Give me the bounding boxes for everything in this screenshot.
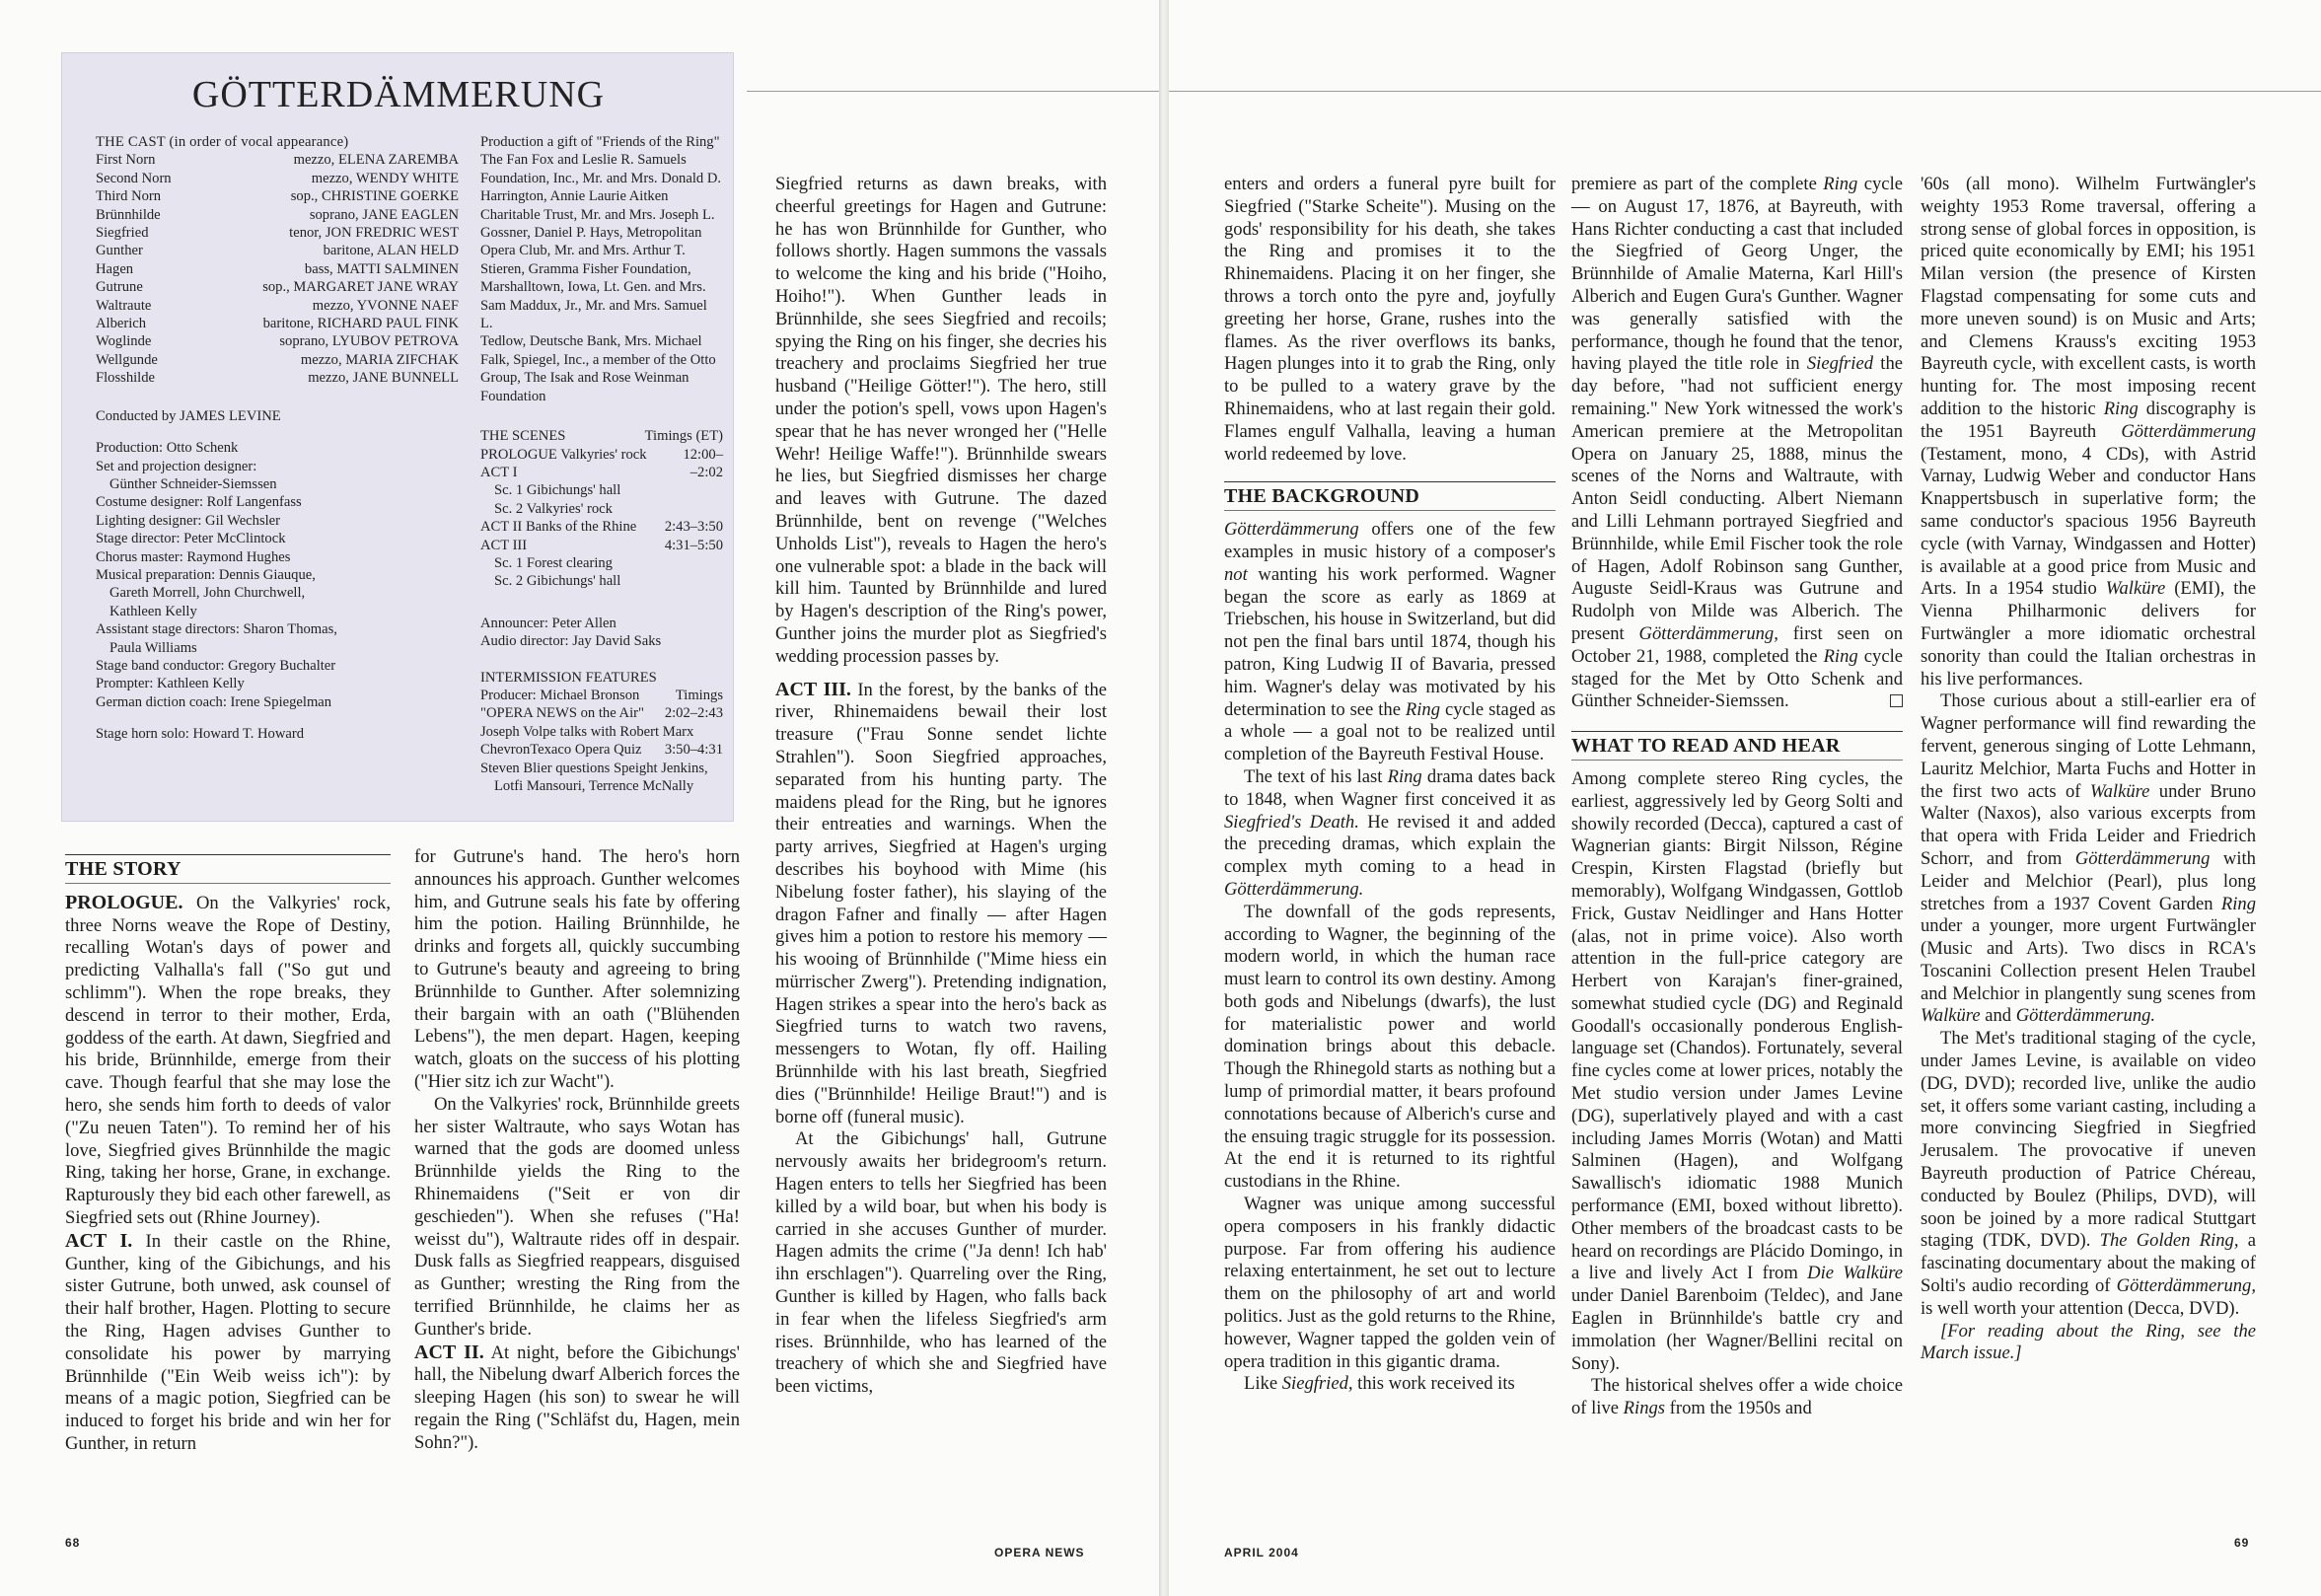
announcer: Announcer: Peter Allen: [480, 615, 617, 631]
work-title: Ring: [2103, 398, 2139, 419]
cast-row: [96, 351, 459, 369]
intermission-row: [480, 723, 723, 741]
production-column: [480, 133, 723, 795]
cast-role: Wellgunde: [96, 351, 158, 368]
scene-row: [480, 446, 723, 464]
text: the day before, "had not sufficient energy remaining." New York witnessed the work's American premiere at the Metropolitan Opera on January 25, 1888, minus the scenes of the Norns and Waltraute, with Anton Seidl conducting. Albert Niemann and Lilli Lehmann portrayed Siegfried and Brünnhilde, while Emil Fischer took the role of Hagen, Adolf Robinson sang Gunther, Auguste Seidl-Kraus was Gutrune and Rudolph von Milde was Alberich. The present: [1571, 353, 1903, 644]
credit-line: Paula Williams: [109, 639, 197, 656]
prologue-text: On the Valkyries' rock, three Norns weave the Rope of Destiny, recalling Wotan's days of power and predicting Valhalla's fall ("So gut und schlimm"). When the rope breaks, they descend in terror to their mother, Erda, goddess of the earth. At dawn, Siegfried and his bride, Brünnhilde, emerge from their cave. Though fearful that she may lose the hero, she sends him forth to deeds of valor ("Zu neuen Taten"). To remind her of his love, Siegfried gives Brünnhilde the magic Ring, taking her horse, Grane, in exchange. Rapturously they bid each other farewell, as Siegfried sets out (Rhine Journey).: [65, 892, 391, 1228]
cast-row: [96, 206, 459, 224]
work-title: Ring: [1823, 645, 1858, 667]
cast-singer: sop., CHRISTINE GOERKE: [290, 188, 459, 205]
intermission-time: 3:50–4:31: [664, 742, 723, 759]
act2-continued: Siegfried returns as dawn breaks, with cheerful greetings for Hagen and Gutrune: he has won Brünnhilde for Gunther, who follows shortly. Hagen summons the vassals to welcome the king and his bride ("Hoiho, Hoiho!"). When Gunther leads in Brünnhilde, she sees Siegfried and recoils; spying the Ring on his finger, she decries his treachery and proclaims Siegfried her true husband ("Heilige Götter!"). The hero, still under the potion's spell, vows upon Hagen's spear that he has never wronged her ("Helle Wehr! Heilige Waffe!"). Brünnhilde swears he lies, but Siegfried dismisses her charge and leaves with Gutrune. The dazed Brünnhilde, bent on revenge ("Welches Unholds List"), reveals to Hagen the hero's one vulnerable spot: a blade in the back will kill him. Taunted by Brünnhilde and lured by Hagen's description of the Ring's power, Gunther joins the murder plot as Siegfried's wedding procession passes by.: [775, 174, 1107, 667]
intermission-time: Timings: [675, 687, 723, 703]
credits-list: [96, 439, 459, 711]
earlier-era-paragraph: [1921, 690, 2256, 1028]
cast-box: [61, 52, 734, 822]
scene-label: ACT II Banks of the Rhine: [480, 519, 637, 536]
cast-list: [96, 151, 459, 387]
scene-row: [480, 554, 723, 572]
cast-role: Alberich: [96, 316, 147, 332]
scene-label: PROLOGUE Valkyries' rock: [480, 446, 647, 463]
bg-text: offers one of the few examples in music history of a composer's: [1224, 519, 1556, 562]
credit-line: German diction coach: Irene Spiegelman: [96, 693, 332, 710]
prologue-paragraph: [65, 892, 391, 1230]
scene-row: [480, 572, 723, 590]
scene-label: Sc. 2 Gibichungs' hall: [494, 573, 621, 590]
work-title: Götterdämmerung.: [1224, 878, 1364, 900]
text: is well worth your attention (Decca, DVD).: [1921, 1297, 2240, 1319]
background-p4: Wagner was unique among successful opera composers in his frankly didactic purpose. Far from offering his audience relaxing entertainment, he set out to lecture them on the philosophy of art and world politics. Just as the gold returns to the Rhine, however, Wagner tapped the golden vein of opera tradition in this gigantic drama.: [1224, 1194, 1556, 1372]
cast-singer: baritone, ALAN HELD: [323, 243, 459, 259]
opera-title: GÖTTERDÄMMERUNG: [191, 74, 606, 115]
text: (Testament, mono, 4 CDs), with Astrid Varnay, Ludwig Weber and conductor Hans Knappertsbusch in superlative form; the same conductor's spacious 1956 Bayreuth cycle (with Varnay, Windgassen and Hotter) is available at a good price from Music and Arts. In a 1954 studio: [1921, 443, 2256, 600]
scenes-heading: THE SCENES: [480, 428, 566, 445]
scene-label: ACT III: [480, 537, 528, 553]
story-heading: THE STORY: [65, 854, 391, 884]
bg-text: this work received its: [1352, 1373, 1515, 1395]
act2-text: At night, before the Gibichungs' hall, the Nibelung dwarf Alberich forces the sleeping Hagen (his son) to swear he will regain the Ring ("Schläfst du, Hagen, mein Sohn?").: [414, 1342, 740, 1453]
text: Among complete stereo Ring cycles, the earliest, aggressively led by Georg Solti and showily recorded (Decca), captured a cast of Wagnerian giants: Birgit Nilsson, Régine Crespin, Kirsten Flagstad (briefly but memorably), Wolfgang Windgassen, Gottlob Frick, Gustav Neidlinger and Hans Hotter (alas, not in prime voice). Also worth attention in the full-price category are Herbert von Karajan's finer-grained, somewhat studied cycle (DG) and Reginald Goodall's occasionally ponderous English-language set (Chandos). Fortunately, several fine cycles come at lower prices, notably the Met studio version under James Levine (DG), superlatively played and with a cast including James Morris (Wotan) and Matti Salminen (Hagen), and Wolfgang Sawallisch's idiomatic 1988 Munich performance (EMI, boxed without libretto). Other members of the broadcast casts to be heard on recordings are Plácido Domingo, in a live and lively Act I from: [1571, 767, 1903, 1284]
bg-text: He revised it and added the preceding dramas, which explain the complex myth coming to a head in: [1224, 811, 1556, 878]
scene-row: [480, 464, 723, 481]
gift-line: The Fan Fox and Leslie R. Samuels: [480, 152, 687, 169]
bg-text: The text of his last: [1244, 765, 1388, 787]
production-gift: [480, 133, 723, 405]
gift-line: Opera Club, Mr. and Mrs. Arthur T.: [480, 243, 686, 259]
cast-row: [96, 151, 459, 169]
scene-row: [480, 481, 723, 499]
act1-waltraute: On the Valkyries' rock, Brünnhilde greets her sister Waltraute, who says Wotan has warned that the gods are doomed unless Brünnhilde yields the Ring to the Rhinemaidens ("Seit er von dir geschieden"). When she refuses ("Ha! weisst du"), Waltraute rides off in despair. Dusk falls as Siegfried reappears, disguised as Gunther; wresting the Ring from the terrified Brünnhilde, he claims her as Gunther's bride.: [414, 1093, 740, 1340]
bg-text: Like: [1244, 1373, 1282, 1395]
gift-line: Stieren, Gramma Fisher Foundation,: [480, 260, 691, 277]
intermission-row: [480, 741, 723, 759]
bg-text: cycle staged as a whole — a goal not to be realized until completion of the Bayreuth Festival House.: [1224, 698, 1556, 765]
cast-row: [96, 369, 459, 387]
timings-heading: Timings (ET): [644, 428, 723, 445]
credit-line: Musical preparation: Dennis Giauque,: [96, 566, 316, 583]
read-hear-heading: WHAT TO READ AND HEAR: [1571, 731, 1903, 761]
page-gutter: [1159, 0, 1169, 1596]
background-heading: THE BACKGROUND: [1224, 481, 1556, 511]
act2-title: ACT II.: [414, 1341, 484, 1363]
cast-row: [96, 224, 459, 242]
cast-role: Flosshilde: [96, 370, 156, 387]
intermission-row: [480, 777, 723, 795]
read-p2: [1571, 1375, 1903, 1420]
bg-text: wanting his work performed. Wagner began the score as early as 1869 at Triebschen, his house in Switzerland, but did not pen the final bars until 1874, though his patron, King Ludwig II of Bavaria, pressed him. Wagner's delay was motivated by his determination to see the: [1224, 563, 1556, 720]
page-number-right: 69: [2234, 1536, 2250, 1550]
text: first seen on October 21, 1988, completed the: [1571, 622, 1904, 667]
work-title: Götterdämmerung: [2121, 420, 2256, 442]
text: under Bruno Walter (Naxos), also various excerpts from that opera with Frida Leider and Friedrich Schorr, and from: [1921, 780, 2256, 869]
text: '60s (all mono). Wilhelm Furtwängler's weighty 1953 Rome traversal, offering a strong sense of global forces in opposition, is priced quite economically by EMI; his 1951 Milan version (the presence of Kirsten Flagstad compensating for some cuts and more uneven sound) is on Music and Arts; and Clemens Krauss's exciting 1953 Bayreuth cycle, with excellent casts, is worth hunting for. The most imposing recent addition to the historic: [1921, 174, 2256, 419]
cast-singer: tenor, JON FREDRIC WEST: [289, 225, 459, 242]
cast-singer: sop., MARGARET JANE WRAY: [262, 279, 459, 296]
work-title: Götterdämmerung,: [1638, 622, 1778, 644]
scene-row: [480, 518, 723, 536]
cast-role: First Norn: [96, 152, 156, 169]
intermission-row: [480, 687, 723, 704]
gift-line: Sam Maddux, Jr., Mr. and Mrs. Samuel L.: [480, 297, 707, 332]
gift-line: Production a gift of "Friends of the Ring": [480, 134, 720, 150]
story-column-1: [65, 848, 391, 1456]
reading-note-text: [For reading about the Ring, see the March issue.]: [1921, 1320, 2256, 1364]
intermission-label: ChevronTexaco Opera Quiz: [480, 742, 642, 759]
work-title: Siegfried,: [1281, 1373, 1353, 1395]
intermission-heading: INTERMISSION FEATURES: [480, 669, 657, 686]
text: and: [1980, 1005, 2016, 1027]
historic-paragraph: [1921, 174, 2256, 690]
credit-line: Costume designer: Rolf Langenfass: [96, 494, 302, 511]
story-column-2: [414, 846, 740, 1455]
credit-line: Stage band conductor: Gregory Buchalter: [96, 657, 336, 674]
video-paragraph: [1921, 1028, 2256, 1320]
cast-row: [96, 297, 459, 315]
top-rule-right: [1169, 91, 2321, 92]
act3-continued: At the Gibichungs' hall, Gutrune nervously awaits her bridegroom's return. Hagen enters to tells her Siegfried has been killed by a wild boar, but when his body is carried in she accuses Gunther of murder. Hagen admits the crime ("Ja denn! Ich hab' ihn erschlagen"). Quarreling over the Ring, Gunther is killed by Hagen, who falls back in fear when the lifeless Siegfried's arm rises. Brünnhilde, who has learned of the treachery of which she and Siegfried have been victims,: [775, 1128, 1107, 1398]
background-p1: [1224, 519, 1556, 766]
cast-row: [96, 260, 459, 278]
reading-note: [1921, 1321, 2256, 1366]
end-mark-icon: [1890, 694, 1903, 707]
cast-singer: bass, MATTI SALMINEN: [304, 260, 459, 277]
work-title: Siegfried: [1806, 353, 1873, 375]
credit-line: Stage director: Peter McClintock: [96, 531, 286, 547]
cast-column: [96, 133, 459, 744]
page-number-left: 68: [65, 1536, 81, 1550]
gift-line: Foundation, Inc., Mr. and Mrs. Donald D.: [480, 170, 722, 186]
cast-singer: mezzo, JANE BUNNELL: [308, 370, 459, 387]
work-title: Ring: [1387, 765, 1422, 787]
cast-singer: mezzo, YVONNE NAEF: [312, 297, 459, 314]
cast-role: Brünnhilde: [96, 206, 161, 223]
credit-line: Kathleen Kelly: [109, 603, 197, 619]
cast-singer: soprano, LYUBOV PETROVA: [279, 333, 459, 350]
credit-line: Set and projection designer:: [96, 458, 257, 474]
intermission-label: Joseph Volpe talks with Robert Marx: [480, 723, 694, 740]
intermission-time: 2:02–2:43: [664, 705, 723, 722]
text: premiere as part of the complete: [1571, 174, 1824, 194]
text: discography is the 1951 Bayreuth: [1921, 398, 2256, 442]
text: (EMI), the Vienna Philharmonic delivers for Furtwängler a more idiomatic orchestral sonority than could the Italian orchestras in his live performances.: [1921, 578, 2256, 689]
audio-director: Audio director: Jay David Saks: [480, 633, 662, 650]
right-column-3: [1921, 174, 2256, 1365]
work-title: Ring: [1823, 174, 1858, 194]
text: The Met's traditional staging of the cycle, under James Levine, is available on video (DG, DVD); recorded live, unlike the audio set, it offers some variant casting, including a more convincing Siegfried in Siegfried Jerusalem. The provocative if uneven Bayreuth production of Patrice Chéreau, conducted by Boulez (Philips, DVD), will soon be joined by a more radical Stuttgart staging (TDK, DVD).: [1921, 1028, 2256, 1252]
right-page: [1169, 0, 2321, 1596]
credit-line: Chorus master: Raymond Hughes: [96, 548, 291, 565]
act3-paragraph: [775, 679, 1107, 1129]
scene-time: 12:00–: [683, 446, 723, 463]
cast-singer: baritone, RICHARD PAUL FINK: [262, 316, 459, 332]
scene-label: ACT I: [480, 464, 518, 480]
intermission-label: Steven Blier questions Speight Jenkins,: [480, 760, 708, 776]
gift-line: Harrington, Annie Laurie Aitken: [480, 188, 669, 205]
intermission-list: [480, 687, 723, 795]
act1-continued: for Gutrune's hand. The hero's horn announces his approach. Gunther welcomes him, and Gutrune seals his fate by offering him the potion. Hailing Brünnhilde, he drinks and forgets all, quickly succumbing to Gutrune's beauty and agreeing to bring Brünnhilde to Gunther. After solemnizing their bargain with an oath ("Blühenden Lebens"), the men depart. Hagen, keeping watch, gloats on the success of his plotting ("Hier sitz ich zur Wacht").: [414, 846, 740, 1092]
act1-text: In their castle on the Rhine, Gunther, king of the Gibichungs, and his sister Gutrune, both unwed, ask counsel of their half brother, Hagen. Plotting to secure the Ring, Hagen advises Gunther to consolidate his power by marrying Brünnhilde ("Ein Weib weiss ich"): by means of a magic potion, Siegfried can be induced to forget his bride and win her for Gunther, in return: [65, 1230, 391, 1454]
premiere-paragraph: [1571, 174, 1903, 713]
work-title: Rings: [1623, 1398, 1666, 1419]
magazine-name: OPERA NEWS: [994, 1546, 1085, 1560]
work-title: Siegfried's Death.: [1224, 811, 1359, 833]
act2-paragraph: [414, 1342, 740, 1455]
act3-text: In the forest, by the banks of the river, Rhinemaidens bewail their lost treasure ("Frau Sonne sendet lichte Strahlen"). Soon Siegfried approaches, separated from his hunting party. The maidens plead for the Ring, but he ignores their entreaties and warnings. When the party arrives, Siegfried at Hagen's urging describes his boyhood with Mime (his Nibelung foster father), his slaying of the dragon Fafner and finally — after Hagen gives him a potion to restore his memory — his wooing of Brünnhilde ("Mime hiess ein mürrischer Zwerg"). Pretending indignation, Hagen strikes a spear into the hero's back as Siegfried turns to watch two ravens, messengers to Wotan, fly off. Hailing Brünnhilde with his last breath, Siegfried dies ("Brünnhilde! Heilige Braut!") and is borne off (funeral music).: [775, 679, 1107, 1127]
intermission-row: [480, 760, 723, 777]
intermission-row: [480, 704, 723, 722]
story-column-3: [775, 174, 1107, 1399]
act3-title: ACT III.: [775, 678, 851, 700]
top-rule: [747, 91, 1159, 92]
work-title: The Golden Ring,: [2099, 1230, 2239, 1252]
gift-line: Marshalltown, Iowa, Lt. Gen. and Mrs.: [480, 279, 706, 296]
text: cycle — on August 17, 1876, at Bayreuth, with Hans Richter conducting a cast that included the Siegfried of Georg Unger, the Brünnhilde of Amalie Materna, Karl Hill's Alberich and Eugen Gura's Gunther. Wagner was generally satisfied with the performance, though he found that the tenor, having played the title role in: [1571, 174, 1903, 375]
work-title: Götterdämmerung: [1224, 519, 1359, 541]
scene-label: Sc. 1 Gibichungs' hall: [494, 482, 621, 499]
act1-title: ACT I.: [65, 1229, 133, 1252]
cast-singer: mezzo, MARIA ZIFCHAK: [300, 351, 459, 368]
gift-line: Charitable Trust, Mr. and Mrs. Joseph L.: [480, 206, 715, 223]
work-title: Götterdämmerung: [2074, 847, 2211, 869]
credit-line: Production: Otto Schenk: [96, 440, 239, 457]
credit-line: Günther Schneider-Siemssen: [109, 475, 277, 492]
cast-role: Hagen: [96, 260, 134, 277]
intermission-label: Producer: Michael Bronson: [480, 687, 640, 703]
cast-role: Second Norn: [96, 170, 172, 186]
read-p1: [1571, 768, 1903, 1376]
background-p5: [1224, 1373, 1556, 1396]
credit-line: Assistant stage directors: Sharon Thomas,: [96, 621, 337, 638]
credit-line: Lighting designer: Gil Wechsler: [96, 512, 281, 529]
intermission-label: "OPERA NEWS on the Air": [480, 705, 644, 722]
gift-line: Group, The Isak and Rose Weinman: [480, 370, 689, 387]
work-title: Die Walküre: [1807, 1263, 1903, 1284]
cast-role: Gunther: [96, 243, 143, 259]
finale-paragraph: enters and orders a funeral pyre built for Siegfried ("Starke Scheite"). Musing on the gods' responsibility for his death, she takes the Ring and promises it to the Rhinemaidens. Placing it on her finger, she throws a torch onto the pyre and, joyfully greeting her horse, Grane, rushes into the flames. As the river overflows its banks, Hagen plunges into it to grab the Ring, only to be pulled to a watery grave by the Rhinemaidens, who at last regain their gold. Flames engulf Valhalla, leaving a human world redeemed by love.: [1224, 174, 1556, 465]
cast-singer: mezzo, ELENA ZAREMBA: [293, 152, 459, 169]
cast-role: Third Norn: [96, 188, 162, 205]
cast-row: [96, 278, 459, 296]
cast-singer: mezzo, WENDY WHITE: [311, 170, 459, 186]
credit-line: Gareth Morrell, John Churchwell,: [109, 585, 306, 602]
act1-paragraph: [65, 1230, 391, 1456]
intermission-label: Lotfi Mansouri, Terrence McNally: [494, 778, 694, 794]
right-column-1: [1224, 174, 1556, 1396]
cast-row: [96, 315, 459, 332]
gift-line: Gossner, Daniel P. Hays, Metropolitan: [480, 225, 702, 242]
text: cycle staged for the Met by Otto Schenk and Günther Schneider-Siemssen.: [1571, 645, 1903, 712]
horn-solo: Stage horn solo: Howard T. Howard: [96, 726, 305, 743]
emphasis: not: [1224, 563, 1248, 585]
cast-row: [96, 242, 459, 259]
work-title: Walküre: [2105, 578, 2166, 600]
left-page: [0, 0, 1159, 1596]
cast-role: Gutrune: [96, 279, 143, 296]
work-title: Götterdämmerung,: [2116, 1275, 2256, 1297]
scene-label: Sc. 1 Forest clearing: [494, 554, 613, 571]
bg-text: drama dates back to 1848, when Wagner first conceived it as: [1224, 765, 1556, 810]
scene-row: [480, 500, 723, 518]
scene-time: 2:43–3:50: [664, 519, 723, 536]
prologue-title: PROLOGUE.: [65, 891, 183, 913]
cast-heading: THE CAST (in order of vocal appearance): [96, 134, 349, 150]
text: a fascinating documentary about the making of Solti's audio recording of: [1921, 1230, 2256, 1297]
work-title: Götterdämmerung.: [2015, 1005, 2156, 1027]
background-p3: The downfall of the gods represents, according to Wagner, the beginning of the modern world, in which the human race must learn to control its own destiny. Among both gods and Nibelungs (dwarfs), the lust for materialistic power and world domination brings about this debacle. Though the Rhinegold starts as nothing but a lump of primordial matter, it bears profound connotations because of Alberich's curse and the ensuing tragic struggle for its possession. At the end it is returned to its rightful custodians in the Rhine.: [1224, 901, 1556, 1193]
text: from the 1950s and: [1665, 1398, 1812, 1419]
work-title: Ring: [2220, 893, 2256, 914]
text: Those curious about a still-earlier era of Wagner performance will find rewarding the fervent, generous singing of Lotte Lehmann, Lauritz Melchior, Marta Fuchs and Hotter in the first two acts of: [1921, 690, 2256, 802]
scenes-list: [480, 446, 723, 591]
scene-row: [480, 537, 723, 554]
scene-time: –2:02: [689, 464, 723, 480]
scenes-header: [480, 427, 723, 445]
scene-time: 4:31–5:50: [664, 537, 723, 553]
cast-row: [96, 332, 459, 350]
credit-line: Prompter: Kathleen Kelly: [96, 676, 245, 692]
cast-role: Waltraute: [96, 297, 152, 314]
cast-role: Woglinde: [96, 333, 152, 350]
background-p2: [1224, 766, 1556, 902]
gift-line: Falk, Spiegel, Inc., a member of the Otto: [480, 351, 716, 368]
text: under a younger, more urgent Furtwängler (Music and Arts). Two discs in RCA's Toscanini Collection present Helen Traubel and Melchior in plangently sung scenes from: [1921, 915, 2256, 1004]
work-title: Ring: [1405, 698, 1441, 720]
gift-line: Tedlow, Deutsche Bank, Mrs. Michael: [480, 333, 702, 350]
issue-date: APRIL 2004: [1224, 1546, 1299, 1560]
text: The historical shelves offer a wide choice of live: [1571, 1375, 1903, 1419]
text: under Daniel Barenboim (Teldec), and Jane Eaglen in Brünnhilde's battle cry and immolation (her Wagner/Bellini recital on Sony).: [1571, 1285, 1903, 1374]
work-title: Walküre: [1921, 1005, 1981, 1027]
cast-singer: soprano, JANE EAGLEN: [309, 206, 459, 223]
text: with Leider and Melchior (Pearl), plus long stretches from a 1937 Covent Garden: [1921, 847, 2256, 914]
right-column-2: [1571, 174, 1903, 1420]
cast-row: [96, 187, 459, 205]
cast-row: [96, 170, 459, 187]
work-title: Walküre: [2089, 780, 2150, 802]
cast-role: Siegfried: [96, 225, 149, 242]
gift-line: Foundation: [480, 388, 546, 404]
conductor: Conducted by JAMES LEVINE: [96, 407, 281, 424]
scene-label: Sc. 2 Valkyries' rock: [494, 500, 613, 517]
